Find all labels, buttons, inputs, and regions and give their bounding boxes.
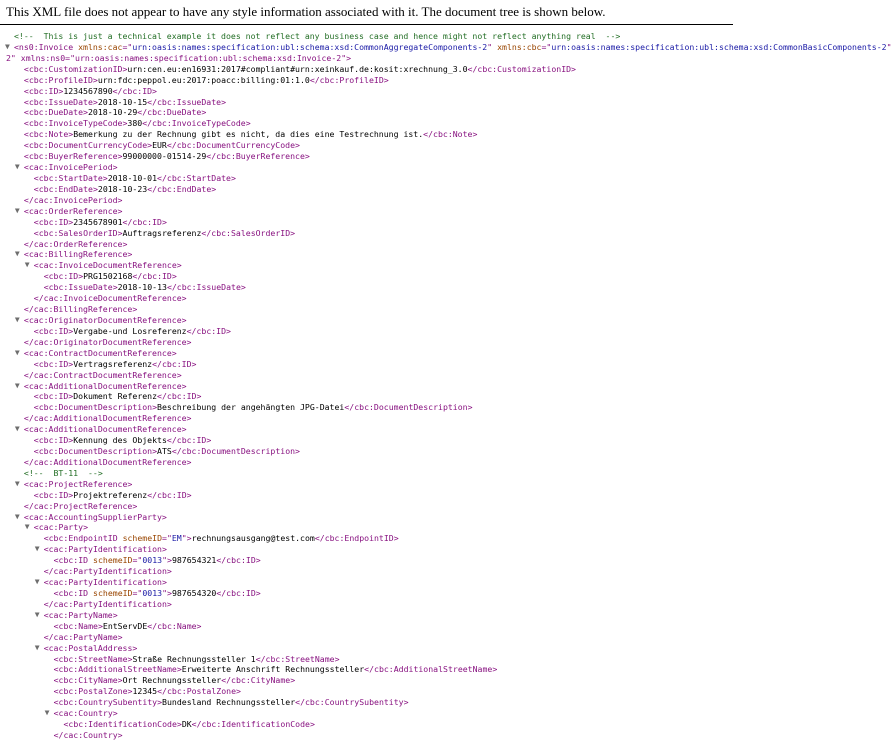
- xml-close-tag: </cbc:ID>: [147, 489, 192, 500]
- xml-open-tag: <cbc:EndDate>: [33, 183, 98, 194]
- xml-attr-quote: =": [132, 555, 143, 566]
- xml-open-tag: <cbc:CountrySubentity>: [53, 697, 163, 708]
- xml-close-tag: </cbc:CityName>: [221, 675, 296, 686]
- collapse-toggle-icon[interactable]: ▼: [14, 162, 20, 172]
- xml-attr-continuation: 2" xmlns:ns0="urn:oasis:names:specification:ubl:schema:xsd:Invoice-2">: [6, 52, 352, 63]
- xml-open-tag: <cbc:Note>: [23, 129, 74, 140]
- xml-open-tag: </cac:Country>: [53, 730, 123, 740]
- xml-attr-quote: =": [122, 41, 133, 52]
- xml-close-tag: </cbc:IssueDate>: [147, 96, 227, 107]
- xml-open-tag: <cbc:ID: [53, 588, 89, 599]
- xml-open-tag: <cbc:AdditionalStreetName>: [53, 664, 182, 675]
- xml-line: [0, 697, 733, 708]
- xml-line: [0, 643, 733, 654]
- xml-close-tag: </cbc:ID>: [216, 555, 261, 566]
- xml-close-tag: </cbc:PostalZone>: [157, 686, 241, 697]
- xml-close-tag: </cbc:DocumentDescription>: [344, 402, 473, 413]
- xml-close-tag: </cbc:IssueDate>: [166, 282, 246, 293]
- collapse-toggle-icon[interactable]: ▼: [14, 205, 20, 215]
- xml-open-tag: <cac:OriginatorDocumentReference>: [23, 314, 187, 325]
- xml-open-tag: <cbc:IdentificationCode>: [63, 719, 182, 730]
- xml-open-tag: <cac:PartyIdentification>: [43, 577, 167, 588]
- xml-text-value: 987654320: [171, 588, 217, 599]
- xml-line: [0, 413, 733, 424]
- xml-line: [0, 282, 733, 293]
- xml-open-tag: <cac:AdditionalDocumentReference>: [23, 380, 187, 391]
- xml-close-tag: </cbc:ID>: [122, 216, 167, 227]
- xml-open-tag: <cac:Party>: [33, 522, 89, 533]
- xml-open-tag: <cbc:ID>: [33, 435, 74, 446]
- xml-line: [0, 129, 733, 140]
- collapse-toggle-icon[interactable]: ▼: [44, 708, 50, 718]
- xml-text-value: urn:fdc:peppol.eu:2017:poacc:billing:01:1.0: [97, 74, 310, 85]
- xml-close-tag: </cbc:ID>: [112, 85, 157, 96]
- xml-text-value: 2018-10-29: [87, 107, 138, 118]
- xml-line: [0, 501, 733, 512]
- xml-open-tag: <cbc:IssueDate>: [43, 282, 118, 293]
- xml-text-value: 2018-10-23: [97, 183, 148, 194]
- xml-open-tag: <cbc:IssueDate>: [23, 96, 98, 107]
- xml-line: [0, 53, 733, 64]
- xml-line: [0, 730, 733, 741]
- xml-line: [0, 64, 733, 75]
- xml-open-tag: </cac:PartyIdentification>: [43, 598, 172, 609]
- xml-open-tag: </cac:BillingReference>: [23, 304, 138, 315]
- xml-open-tag: <cbc:DueDate>: [23, 107, 88, 118]
- collapse-toggle-icon[interactable]: ▼: [14, 424, 20, 434]
- xml-open-tag: <cbc:ID>: [33, 325, 74, 336]
- xml-line: [0, 118, 733, 129]
- xml-line: [0, 468, 733, 479]
- xml-attr-value: EM: [171, 533, 182, 544]
- xml-text-value: Auftragsreferenz: [122, 227, 202, 238]
- xml-close-tag: </cbc:StartDate>: [157, 172, 236, 183]
- xml-open-tag: <cbc:ProfileID>: [23, 74, 98, 85]
- xml-attr-name: xmlns:cbc: [497, 41, 542, 52]
- xml-line: [0, 664, 733, 675]
- xml-close-tag: </cbc:EndDate>: [147, 183, 217, 194]
- xml-open-tag: <cbc:ID: [53, 555, 89, 566]
- xml-open-tag: <cac:Country>: [53, 708, 118, 719]
- xml-line: [0, 326, 733, 337]
- xml-open-tag: <cbc:ID>: [33, 391, 74, 402]
- collapse-toggle-icon[interactable]: ▼: [14, 347, 20, 357]
- xml-open-tag: <cac:OrderReference>: [23, 205, 123, 216]
- xml-line: [0, 391, 733, 402]
- collapse-toggle-icon[interactable]: ▼: [14, 478, 20, 488]
- xml-open-tag: </cac:InvoicePeriod>: [23, 194, 123, 205]
- xml-text-value: 2345678901: [73, 216, 123, 227]
- xml-text-value: Projektreferenz: [73, 489, 148, 500]
- xml-close-tag: </cbc:DocumentDescription>: [171, 446, 300, 457]
- xml-line: [0, 435, 733, 446]
- xml-line: [0, 577, 733, 588]
- xml-open-tag: <cac:PostalAddress>: [43, 642, 138, 653]
- xml-line: [0, 457, 733, 468]
- xml-open-tag: <cac:BillingReference>: [23, 249, 133, 260]
- xml-line: [0, 381, 733, 392]
- xml-close-tag: </cbc:InvoiceTypeCode>: [142, 118, 251, 129]
- xml-attr-quote: ": [487, 41, 493, 52]
- xml-line: [0, 239, 733, 250]
- xml-open-tag: <cbc:Name>: [53, 620, 103, 631]
- xml-attr-name: schemeID: [93, 555, 133, 566]
- xml-text-value: 2018-10-01: [107, 172, 158, 183]
- xml-open-tag: <cac:AdditionalDocumentReference>: [23, 424, 187, 435]
- xml-line: [0, 107, 733, 118]
- xml-open-tag: </cac:ProjectReference>: [23, 500, 138, 511]
- xml-close-tag: </cbc:DueDate>: [137, 107, 207, 118]
- xml-close-tag: </cbc:SalesOrderID>: [201, 227, 296, 238]
- xml-open-tag: <cbc:SalesOrderID>: [33, 227, 123, 238]
- xml-line: [0, 315, 733, 326]
- xml-text-value: 2018-10-15: [97, 96, 148, 107]
- xml-close-tag: </cbc:ID>: [216, 588, 261, 599]
- xml-line: [0, 588, 733, 599]
- xml-open-tag: <cbc:StreetName>: [53, 653, 133, 664]
- xml-text-value: Beschreibung der angehängten JPG-Datei: [157, 402, 345, 413]
- xml-line: [0, 555, 733, 566]
- xml-line: [0, 719, 733, 730]
- xml-line: [0, 217, 733, 228]
- xml-close-tag: </cbc:AdditionalStreetName>: [364, 664, 498, 675]
- collapse-toggle-icon[interactable]: ▼: [34, 544, 40, 554]
- xml-attr-name: schemeID: [93, 588, 133, 599]
- xml-text-value: Bundesland Rechnungssteller: [162, 697, 296, 708]
- xml-line: [0, 522, 733, 533]
- xml-line: [0, 304, 733, 315]
- xml-tag-close: >: [167, 588, 172, 599]
- collapse-toggle-icon[interactable]: ▼: [14, 511, 20, 521]
- xml-text-value: 987654321: [171, 555, 217, 566]
- xml-attr-value: 0013: [142, 555, 163, 566]
- xml-attr-quote: ": [181, 533, 187, 544]
- xml-open-tag: <cbc:PostalZone>: [53, 686, 133, 697]
- xml-document-tree: [0, 25, 892, 741]
- xml-text-value: EUR: [152, 140, 167, 151]
- xml-text-value: EntServDE: [102, 620, 148, 631]
- xml-line: [0, 490, 733, 501]
- xml-attr-value: urn:oasis:names:specification:ubl:schema:xsd:CommonBasicComponents-2: [551, 41, 887, 52]
- xml-open-tag: </cac:PartyName>: [43, 631, 123, 642]
- xml-line: [0, 31, 733, 42]
- xml-open-tag: <cbc:CustomizationID>: [23, 63, 128, 74]
- xml-line: [0, 402, 733, 413]
- xml-tag-close: >: [167, 555, 172, 566]
- xml-open-tag: <ns0:Invoice: [14, 41, 74, 52]
- xml-open-tag: <cbc:DocumentDescription>: [33, 446, 158, 457]
- xml-close-tag: </cbc:Name>: [147, 620, 202, 631]
- xml-text-value: rechnungsausgang@test.com: [191, 533, 315, 544]
- xml-open-tag: <cbc:ID>: [23, 85, 64, 96]
- xml-line: [0, 370, 733, 381]
- xml-text-value: Erweiterte Anschrift Rechnungssteller: [181, 664, 365, 675]
- xml-line: [0, 621, 733, 632]
- xml-line: [0, 151, 733, 162]
- xml-line: [0, 228, 733, 239]
- xml-open-tag: </cac:PartyIdentification>: [43, 566, 172, 577]
- xml-line: [0, 446, 733, 457]
- xml-line: [0, 610, 733, 621]
- xml-text-value: Ort Rechnungssteller: [122, 675, 222, 686]
- xml-line: [0, 675, 733, 686]
- xml-line: [0, 654, 733, 665]
- xml-open-tag: </cac:AdditionalDocumentReference>: [23, 413, 192, 424]
- xml-line: [0, 359, 733, 370]
- xml-line: [0, 533, 733, 544]
- xml-comment: <!-- BT-11 -->: [23, 467, 103, 478]
- xml-open-tag: </cac:OrderReference>: [23, 238, 128, 249]
- xml-comment: <!-- This is just a technical example it does not reflect any business case and hence might not reflect anything real -->: [14, 31, 621, 41]
- xml-open-tag: <cbc:BuyerReference>: [23, 151, 123, 162]
- xml-close-tag: </cbc:EndpointID>: [314, 533, 399, 544]
- xml-line: [0, 97, 733, 108]
- xml-open-tag: <cac:PartyName>: [43, 609, 118, 620]
- xml-close-tag: </cbc:BuyerReference>: [206, 151, 310, 162]
- xml-line: [0, 708, 733, 719]
- xml-close-tag: </cbc:Note>: [423, 129, 478, 140]
- xml-attr-value: 0013: [142, 588, 163, 599]
- xml-attr-quote: ": [886, 41, 892, 52]
- xml-open-tag: <cbc:ID>: [33, 489, 74, 500]
- xml-open-tag: <cac:AccountingSupplierParty>: [23, 511, 167, 522]
- xml-open-tag: <cac:ProjectReference>: [23, 478, 133, 489]
- xml-open-tag: <cac:InvoicePeriod>: [23, 162, 118, 173]
- xml-line: [0, 173, 733, 184]
- xml-line: [0, 86, 733, 97]
- xml-line: [0, 184, 733, 195]
- xml-open-tag: <cac:PartyIdentification>: [43, 544, 167, 555]
- collapse-toggle-icon[interactable]: ▼: [24, 522, 30, 532]
- xml-line: [0, 686, 733, 697]
- collapse-toggle-icon[interactable]: ▼: [24, 260, 30, 270]
- xml-open-tag: <cac:ContractDocumentReference>: [23, 347, 177, 358]
- xml-attr-quote: =": [132, 588, 143, 599]
- xml-line: [0, 337, 733, 348]
- xml-line: [0, 293, 733, 304]
- xml-line: [0, 424, 733, 435]
- xml-text-value: ATS: [157, 446, 172, 457]
- xml-attr-name: schemeID: [122, 533, 163, 544]
- xml-open-tag: </cac:OriginatorDocumentReference>: [23, 336, 192, 347]
- xml-open-tag: <cbc:ID>: [33, 216, 74, 227]
- xml-attr-quote: ": [162, 555, 167, 566]
- xml-text-value: Vertragsreferenz: [73, 358, 153, 369]
- xml-close-tag: </cbc:DocumentCurrencyCode>: [166, 140, 300, 151]
- xml-text-value: 2018-10-13: [117, 282, 167, 293]
- xml-close-tag: </cbc:ID>: [186, 325, 231, 336]
- xml-line: [0, 260, 733, 271]
- xml-line: [0, 41, 892, 53]
- xml-open-tag: <cbc:DocumentDescription>: [33, 402, 158, 413]
- xml-close-tag: </cbc:ID>: [132, 271, 177, 282]
- xml-attr-quote: ": [162, 588, 167, 599]
- xml-text-value: PRG1502168: [83, 271, 133, 282]
- xml-open-tag: <cac:InvoiceDocumentReference>: [33, 260, 182, 271]
- xml-text-value: Kennung des Objekts: [73, 435, 167, 446]
- xml-close-tag: </cbc:CountrySubentity>: [295, 697, 409, 708]
- xml-text-value: 380: [127, 118, 143, 129]
- xml-text-value: Dokument Referenz: [73, 391, 158, 402]
- xml-line: [0, 544, 733, 555]
- collapse-toggle-icon[interactable]: ▼: [34, 577, 40, 587]
- xml-attr-name: xmlns:cac: [78, 41, 123, 52]
- xml-line: [0, 206, 733, 217]
- xml-text-value: 99000000-01514-29: [122, 151, 207, 162]
- xml-close-tag: </cbc:ID>: [157, 391, 202, 402]
- xml-line: [0, 140, 733, 151]
- collapse-toggle-icon[interactable]: ▼: [14, 380, 20, 390]
- collapse-toggle-icon[interactable]: ▼: [34, 609, 40, 619]
- collapse-toggle-icon[interactable]: ▼: [34, 642, 40, 652]
- xml-line: [0, 479, 733, 490]
- xml-line: [0, 249, 733, 260]
- xml-close-tag: </cbc:CustomizationID>: [467, 63, 576, 74]
- xml-open-tag: </cac:AdditionalDocumentReference>: [23, 456, 192, 467]
- xml-line: [0, 632, 733, 643]
- xml-text-value: Bemerkung zu der Rechnung gibt es nicht, da dies eine Testrechnung ist.: [73, 129, 424, 140]
- xml-open-tag: <cbc:ID>: [33, 358, 74, 369]
- xml-tag-close: >: [186, 533, 192, 544]
- xml-text-value: urn:cen.eu:en16931:2017#compliant#urn:xeinkauf.de:kosit:xrechnung_3.0: [127, 63, 468, 74]
- xml-close-tag: </cbc:ID>: [152, 358, 197, 369]
- xml-line: [0, 162, 733, 173]
- xml-open-tag: <cbc:StartDate>: [33, 172, 108, 183]
- xml-line: [0, 75, 733, 86]
- xml-open-tag: <cbc:CityName>: [53, 675, 123, 686]
- xml-open-tag: <cbc:InvoiceTypeCode>: [23, 118, 128, 129]
- xml-line: [0, 271, 733, 282]
- xml-text-value: 1234567890: [63, 85, 113, 96]
- xml-close-tag: </cbc:IdentificationCode>: [191, 719, 315, 730]
- xml-close-tag: </cbc:ProfileID>: [309, 74, 389, 85]
- xml-attr-quote: =": [162, 533, 172, 544]
- xml-close-tag: </cbc:ID>: [166, 435, 212, 446]
- xml-open-tag: <cbc:EndpointID: [43, 533, 118, 544]
- xml-text-value: Straße Rechnungssteller 1: [132, 653, 256, 664]
- collapse-toggle-icon[interactable]: ▼: [14, 314, 20, 324]
- xml-line: [0, 195, 733, 206]
- xml-line: [0, 348, 733, 359]
- xml-text-value: DK: [181, 719, 192, 730]
- xml-text-value: Vergabe-und Losreferenz: [73, 325, 187, 336]
- xml-line: [0, 566, 733, 577]
- xml-open-tag: <cbc:ID>: [43, 271, 84, 282]
- xml-open-tag: </cac:ContractDocumentReference>: [23, 369, 182, 380]
- xml-open-tag: </cac:InvoiceDocumentReference>: [33, 293, 187, 304]
- xml-close-tag: </cbc:StreetName>: [255, 653, 340, 664]
- xml-line: [0, 512, 733, 523]
- collapse-toggle-icon[interactable]: ▼: [14, 249, 20, 259]
- xml-open-tag: <cbc:DocumentCurrencyCode>: [23, 140, 153, 151]
- xml-text-value: 12345: [132, 686, 158, 697]
- xml-line: [0, 599, 733, 610]
- collapse-toggle-icon[interactable]: ▼: [5, 41, 10, 51]
- xml-attr-value: urn:oasis:names:specification:ubl:schema:xsd:CommonAggregateComponents-2: [132, 41, 488, 52]
- xml-no-style-notice: This XML file does not appear to have any style information associated with it. The document tree is shown below.: [6, 4, 606, 19]
- xml-attr-quote: =": [541, 41, 552, 52]
